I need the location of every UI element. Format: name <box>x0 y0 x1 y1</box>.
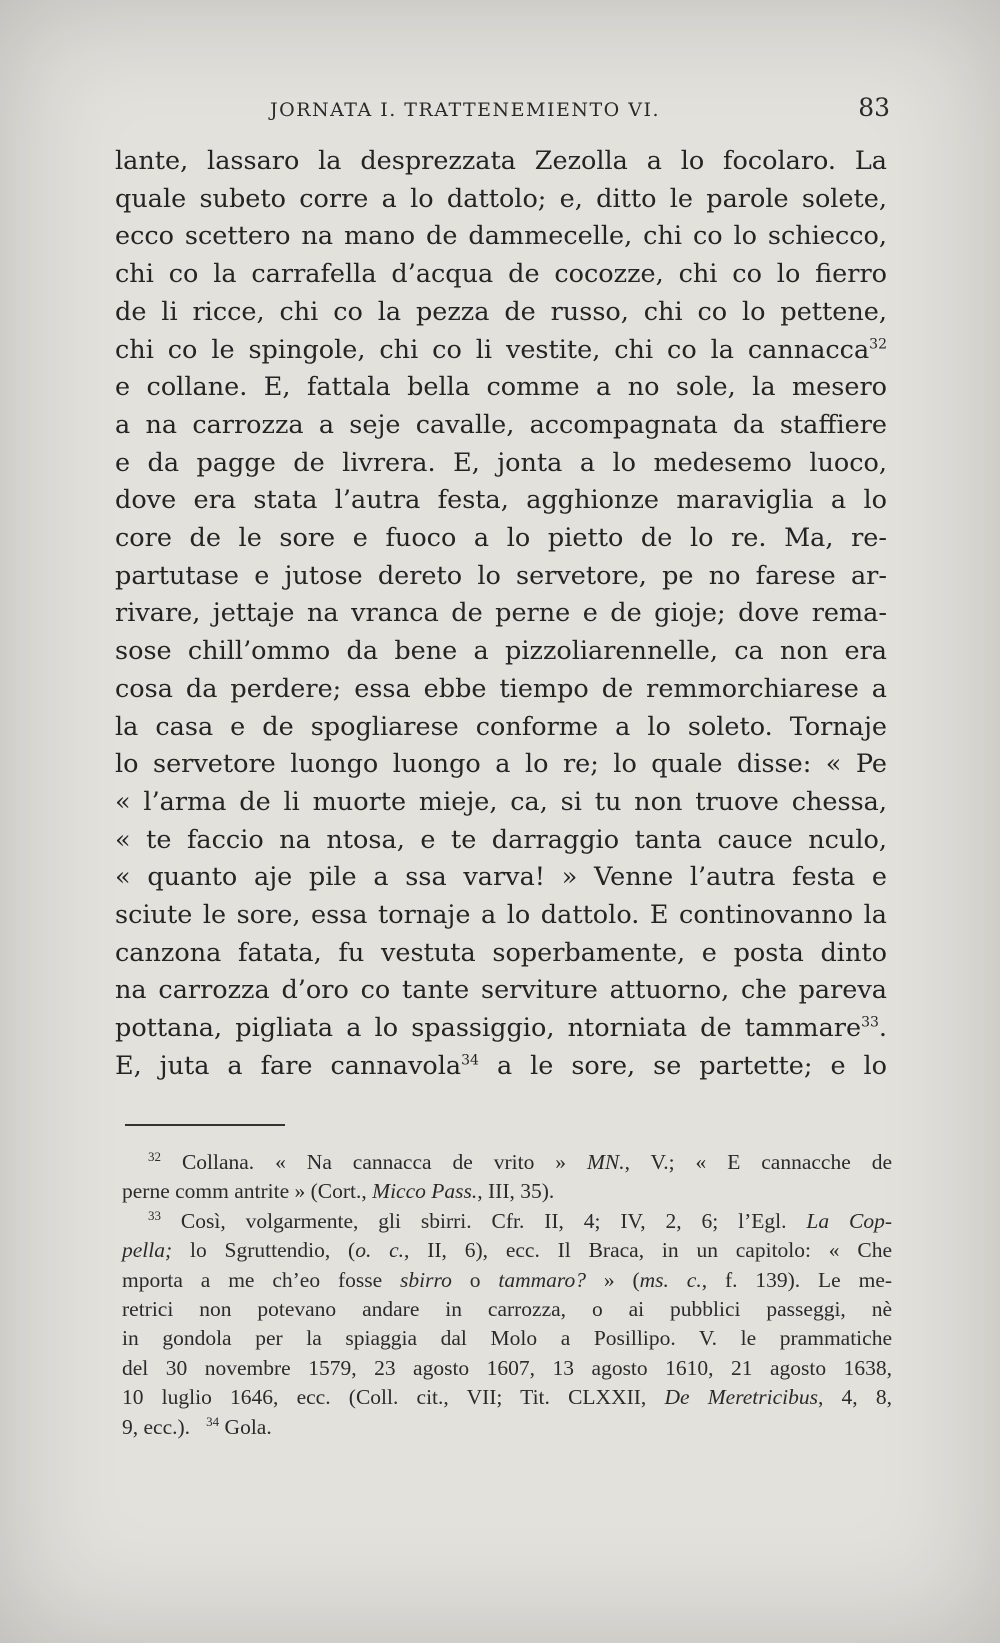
main-text <box>115 143 887 1086</box>
footnote-italic: pella; <box>122 1238 173 1263</box>
footnote-text: perne comm antrite » (Cort., <box>122 1179 373 1204</box>
footnote-italic: o. c. <box>355 1238 405 1263</box>
footnote-text: , V.; « E cannacche de <box>624 1150 892 1174</box>
text-line: sose chill’ommo da bene a pizzoliarennelle, ca non era <box>115 636 887 667</box>
footnote-italic: sbirro <box>400 1267 452 1292</box>
text-line: lante, lassaro la desprezzata Zezolla a lo focolaro. La <box>115 146 887 176</box>
text-segment: pottana, pigliata a lo spassiggio, ntorniata de tammare <box>115 1013 862 1044</box>
footnote-number: 32 <box>148 1148 161 1164</box>
footnote-line <box>122 1177 892 1206</box>
text-line: quale subeto corre a lo dattolo; e, ditto le parole solete, <box>115 183 887 214</box>
footnote-text: 9, ecc.). <box>122 1414 191 1439</box>
footnote-text: » ( <box>585 1267 640 1292</box>
running-title: JORNATA I. TRATTENEMIENTO VI. <box>270 99 661 121</box>
footnote-34: Gola. <box>224 1414 272 1439</box>
text-segment: E, juta a fare cannavola <box>115 1050 462 1081</box>
footnote-text: 10 luglio 1646, ecc. (Coll. cit., VII; Tit. CLXXII, <box>122 1385 665 1410</box>
footnote-ref[interactable]: 32 <box>869 336 887 353</box>
text-line: la casa e de spogliarese conforme a lo soleto. Tornaje <box>115 711 887 742</box>
footnote-line <box>122 1266 892 1295</box>
text-line: « quanto aje pile a ssa varva! » Venne l’autra festa e <box>115 862 887 893</box>
text-line: cosa da perdere; essa ebbe tiempo de remmorchiarese a <box>115 673 887 704</box>
footnote-line <box>122 1383 892 1412</box>
page-number: 83 <box>858 93 890 122</box>
text-line: e collane. E, fattala bella comme a no sole, la mesero <box>115 372 887 403</box>
text-line: de li ricce, chi co la pezza de russo, chi co lo pettene, <box>115 296 887 327</box>
footnote-separator <box>125 1124 285 1126</box>
footnote-italic: MN. <box>586 1150 625 1174</box>
footnote-line <box>122 1413 892 1442</box>
text-line: chi co la carrafella d’acqua de cocozze, chi co lo fierro <box>115 259 887 290</box>
text-line <box>115 1048 887 1086</box>
footnote-line <box>122 1236 892 1265</box>
footnote-text: o <box>451 1267 499 1292</box>
text-line: ecco scettero na mano de dammecelle, chi co lo schiecco, <box>115 221 887 252</box>
footnote-text: lo Sgruttendio, ( <box>172 1238 356 1263</box>
running-header <box>270 93 890 127</box>
footnote-number: 33 <box>148 1207 161 1223</box>
footnote-32 <box>122 1148 892 1177</box>
text-line: « l’arma de li muorte mieje, ca, si tu non truove chessa, <box>115 786 887 817</box>
text-line: canzona fatata, fu vestuta soperbamente, e posta dinto <box>115 937 887 968</box>
text-segment: a le sore, se partette; e lo <box>496 1050 888 1081</box>
footnote-italic: Micco Pass. <box>372 1179 478 1204</box>
footnote-text: , II, 6), ecc. Il Braca, in un capitolo: « Che <box>404 1238 892 1263</box>
text-line: partutase e jutose dereto lo servetore, pe no farese ar- <box>115 560 887 591</box>
text-line: sciute le sore, essa tornaje a lo dattolo. E continovanno la <box>115 900 887 931</box>
footnote-text: Collana. « Na cannacca de vrito » <box>181 1150 587 1174</box>
footnote-text: Così, volgarmente, gli sbirri. Cfr. II, 4; IV, 2, 6; l’Egl. <box>180 1208 807 1233</box>
footnote-line: retrici non potevano andare in carrozza, o ai pubblici passeggi, nè <box>122 1297 892 1322</box>
footnote-italic: tammaro? <box>498 1267 586 1292</box>
footnote-text: , f. 139). Le me- <box>701 1267 893 1292</box>
text-line: na carrozza d’oro co tante serviture attuorno, che pareva <box>115 975 887 1006</box>
text-line <box>115 332 887 370</box>
footnote-italic: La Cop- <box>806 1208 892 1233</box>
footnote-ref[interactable]: 33 <box>861 1014 879 1031</box>
footnote-text: , III, 35). <box>477 1179 555 1204</box>
text-segment: chi co le spingole, chi co li vestite, chi co la cannacca <box>115 334 870 365</box>
footnote-line: in gondola per la spiaggia dal Molo a Posillipo. V. le prammatiche <box>122 1326 892 1351</box>
footnote-text: mporta a me ch’eo fosse <box>122 1267 401 1292</box>
footnote-33 <box>122 1207 892 1236</box>
footnote-ref[interactable]: 34 <box>461 1052 479 1069</box>
text-line: rivare, jettaje na vranca de perne e de gioje; dove rema- <box>115 598 887 629</box>
footnote-number: 34 <box>206 1413 220 1429</box>
text-line <box>115 1010 887 1048</box>
text-line: lo servetore luongo luongo a lo re; lo quale disse: « Pe <box>115 749 887 780</box>
footnote-italic: ms. c. <box>639 1267 702 1292</box>
footnotes <box>122 1148 892 1442</box>
text-segment: . <box>878 1013 887 1044</box>
footnote-text: , 4, 8, <box>818 1385 892 1410</box>
text-line: dove era stata l’autra festa, agghionze maraviglia a lo <box>115 485 887 516</box>
footnote-italic: De Meretricibus <box>664 1385 818 1410</box>
text-line: « te faccio na ntosa, e te darraggio tanta cauce nculo, <box>115 824 887 855</box>
text-line: e da pagge de livrera. E, jonta a lo medesemo luoco, <box>115 447 887 478</box>
text-line: core de le sore e fuoco a lo pietto de lo re. Ma, re- <box>115 523 887 554</box>
footnote-line: del 30 novembre 1579, 23 agosto 1607, 13 agosto 1610, 21 agosto 1638, <box>122 1355 892 1380</box>
text-line: a na carrozza a seje cavalle, accompagnata da staffiere <box>115 409 887 440</box>
